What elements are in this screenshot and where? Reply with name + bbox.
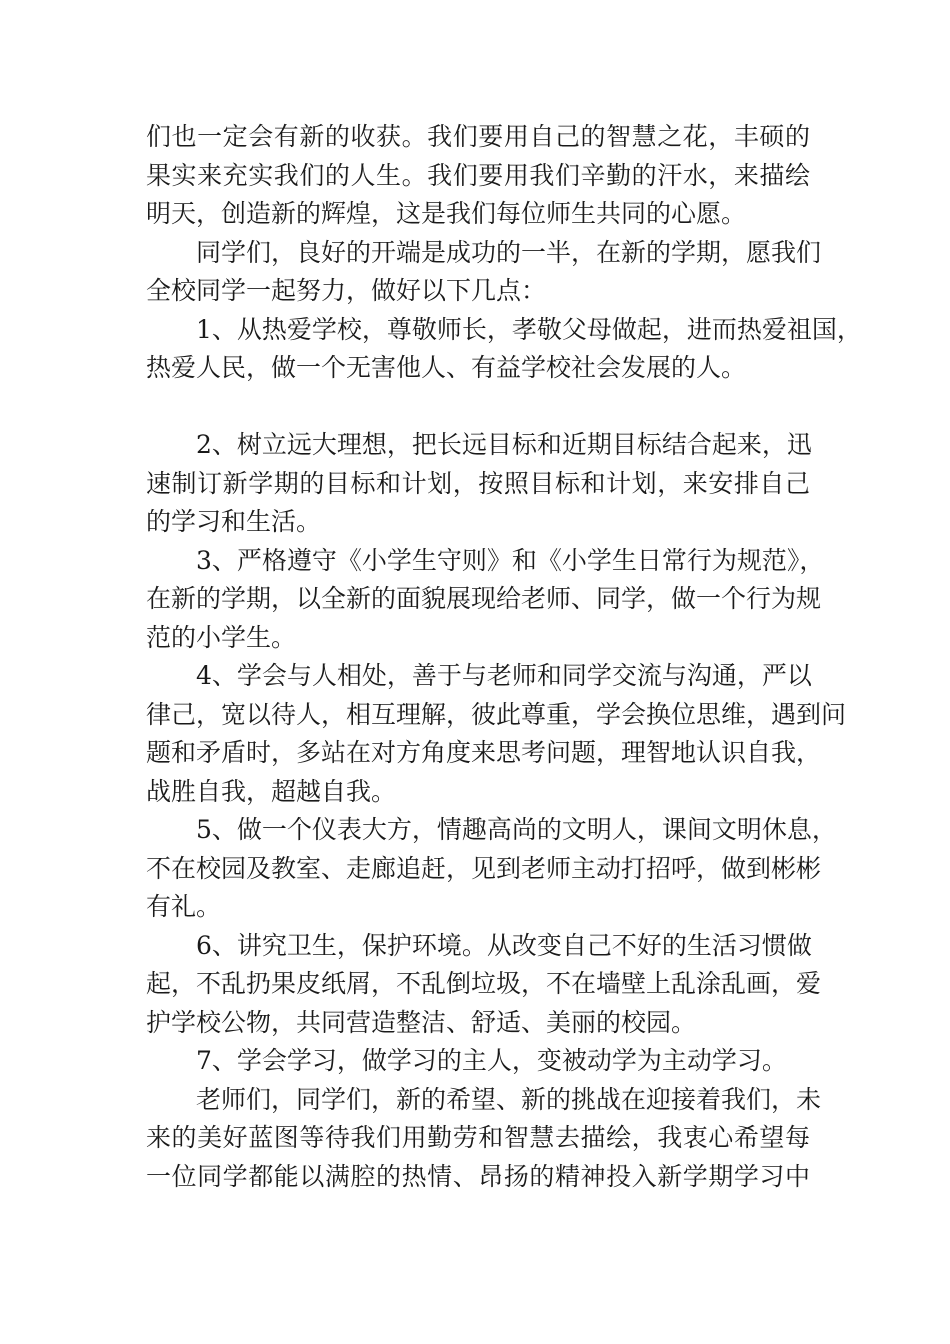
text-line: 老师们，同学们，新的希望、新的挑战在迎接着我们，未 (196, 1084, 822, 1114)
text-line: 有礼。 (146, 892, 222, 921)
list-item (146, 657, 847, 811)
text-line: 热爱人民，做一个无害他人、有益学校社会发展的人。 (146, 353, 747, 382)
paragraph (146, 234, 822, 311)
text-line: 在新的学期，以全新的面貌展现给老师、同学，做一个行为规 (146, 584, 822, 613)
text-line: 律己，宽以待人，相互理解，彼此尊重，学会换位思维，遇到问 (146, 699, 847, 729)
text-line: 7、学会学习，做学习的主人，变被动学为主动学习。 (196, 1046, 787, 1075)
text-line: 战胜自我，超越自我。 (146, 776, 397, 806)
list-item (146, 542, 825, 658)
text-line: 护学校公物，共同营造整洁、舒适、美丽的校园。 (146, 1007, 697, 1037)
text-line: 同学们，良好的开端是成功的一半，在新的学期，愿我们 (196, 237, 822, 267)
text-line: 的学习和生活。 (146, 507, 322, 536)
text-line: 6、讲究卫生，保护环境。从改变自己不好的生活习惯做 (196, 930, 812, 960)
text-line: 3、严格遵守《小学生守则》和《小学生日常行为规范》， (196, 545, 825, 575)
text-line: 范的小学生。 (146, 622, 297, 652)
text-line: 速制订新学期的目标和计划，按照目标和计划，来安排自己 (146, 468, 810, 498)
text-line: 果实来充实我们的人生。我们要用我们辛勤的汗水，来描绘 (146, 160, 810, 190)
list-item (146, 426, 810, 542)
paragraph (146, 118, 810, 234)
paragraph (146, 1081, 822, 1197)
text-line: 一位同学都能以满腔的热情、昂扬的精神投入新学期学习中 (146, 1161, 810, 1191)
text-line: 起，不乱扔果皮纸屑，不乱倒垃圾，不在墙壁上乱涂乱画，爱 (146, 969, 822, 998)
list-item (146, 1042, 810, 1081)
text-line: 不在校园及教室、走廊追赶，见到老师主动打招呼，做到彬彬 (146, 853, 822, 883)
blank-line (146, 388, 810, 427)
text-line: 们也一定会有新的收获。我们要用自己的智慧之花，丰硕的 (146, 122, 810, 151)
text-line: 4、学会与人相处，善于与老师和同学交流与沟通，严以 (196, 661, 812, 690)
text-line: 全校同学一起努力，做好以下几点： (146, 276, 547, 305)
text-line: 5、做一个仪表大方，情趣高尚的文明人，课间文明休息， (196, 815, 837, 844)
text-line: 2、树立远大理想，把长远目标和近期目标结合起来，迅 (196, 430, 812, 459)
list-item (146, 311, 862, 388)
text-line: 1、从热爱学校，尊敬师长，孝敬父母做起，进而热爱祖国， (196, 314, 862, 344)
text-line: 来的美好蓝图等待我们用勤劳和智慧去描绘，我衷心希望每 (146, 1123, 810, 1152)
text-line: 题和矛盾时，多站在对方角度来思考问题，理智地认识自我， (146, 738, 822, 767)
text-line: 明天，创造新的辉煌，这是我们每位师生共同的心愿。 (146, 199, 747, 228)
list-item (146, 927, 822, 1043)
document-body (146, 118, 862, 1196)
list-item (146, 811, 837, 927)
